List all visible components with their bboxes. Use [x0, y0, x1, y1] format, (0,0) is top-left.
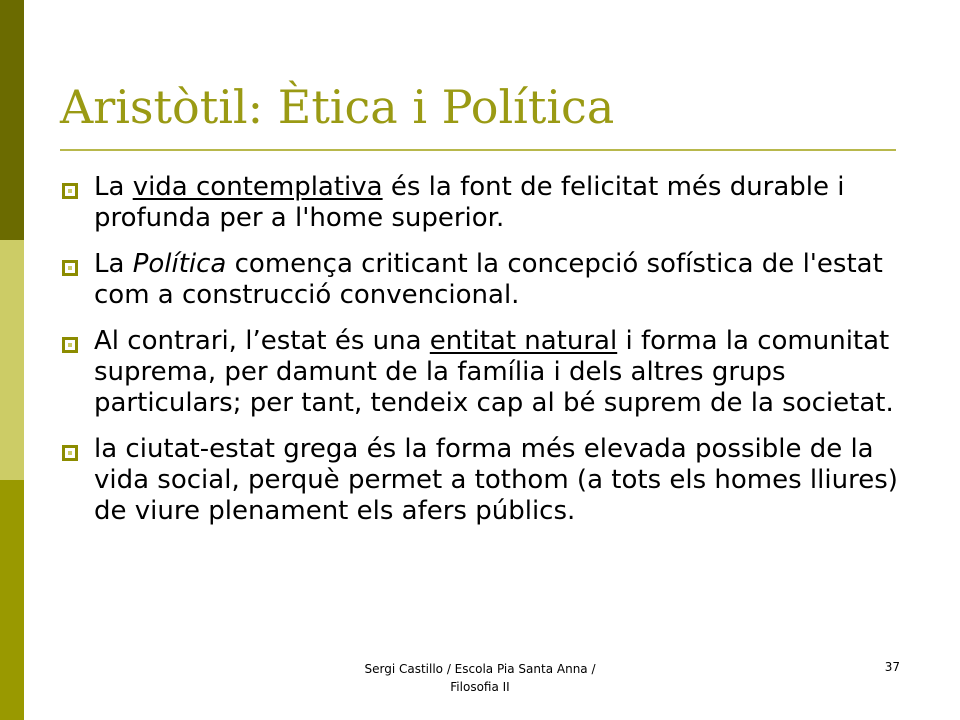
- square-bullet-icon: [62, 183, 78, 199]
- left-band-light: [0, 240, 24, 480]
- bullet-item: [60, 434, 910, 527]
- underlined-term: vida contemplativa: [132, 172, 383, 202]
- square-bullet-icon: [62, 445, 78, 461]
- bullet-list: [60, 172, 910, 542]
- square-bullet-icon: [62, 260, 78, 276]
- slide-title: Aristòtil: Ètica i Política: [60, 80, 615, 134]
- slide-footer: [330, 660, 630, 696]
- bullet-item: [60, 172, 910, 234]
- square-bullet-icon: [62, 337, 78, 353]
- left-band-mid: [0, 480, 24, 720]
- title-divider: [60, 149, 896, 151]
- bullet-text: la ciutat-estat grega és la forma més elevada possible de la vida social, perquè permet a tothom (a tots els homes lliures) de viure plenament els afers públics.: [94, 434, 898, 526]
- bullet-text: i forma la comunitat suprema, per damunt de la família i dels altres grups particulars; per tant, tendeix cap al bé suprem de la societat.: [94, 326, 894, 418]
- bullet-text: La: [94, 172, 133, 202]
- left-band-dark: [0, 0, 24, 240]
- bullet-text: Al contrari, l’estat és una: [94, 326, 430, 356]
- bullet-item: [60, 326, 910, 419]
- bullet-text: La: [94, 249, 133, 279]
- italic-term: Política: [132, 249, 227, 279]
- bullet-item: [60, 249, 910, 311]
- page-number: 37: [884, 660, 900, 674]
- bullet-text: comença criticant la concepció sofística de l'estat com a construcció convencional.: [94, 249, 883, 310]
- bullet-text: és la font de felicitat més durable i profunda per a l'home superior.: [94, 172, 845, 233]
- footer-line: Sergi Castillo / Escola Pia Santa Anna /: [364, 662, 596, 676]
- footer-line: Filosofia II: [450, 680, 510, 694]
- underlined-term: entitat natural: [429, 326, 618, 356]
